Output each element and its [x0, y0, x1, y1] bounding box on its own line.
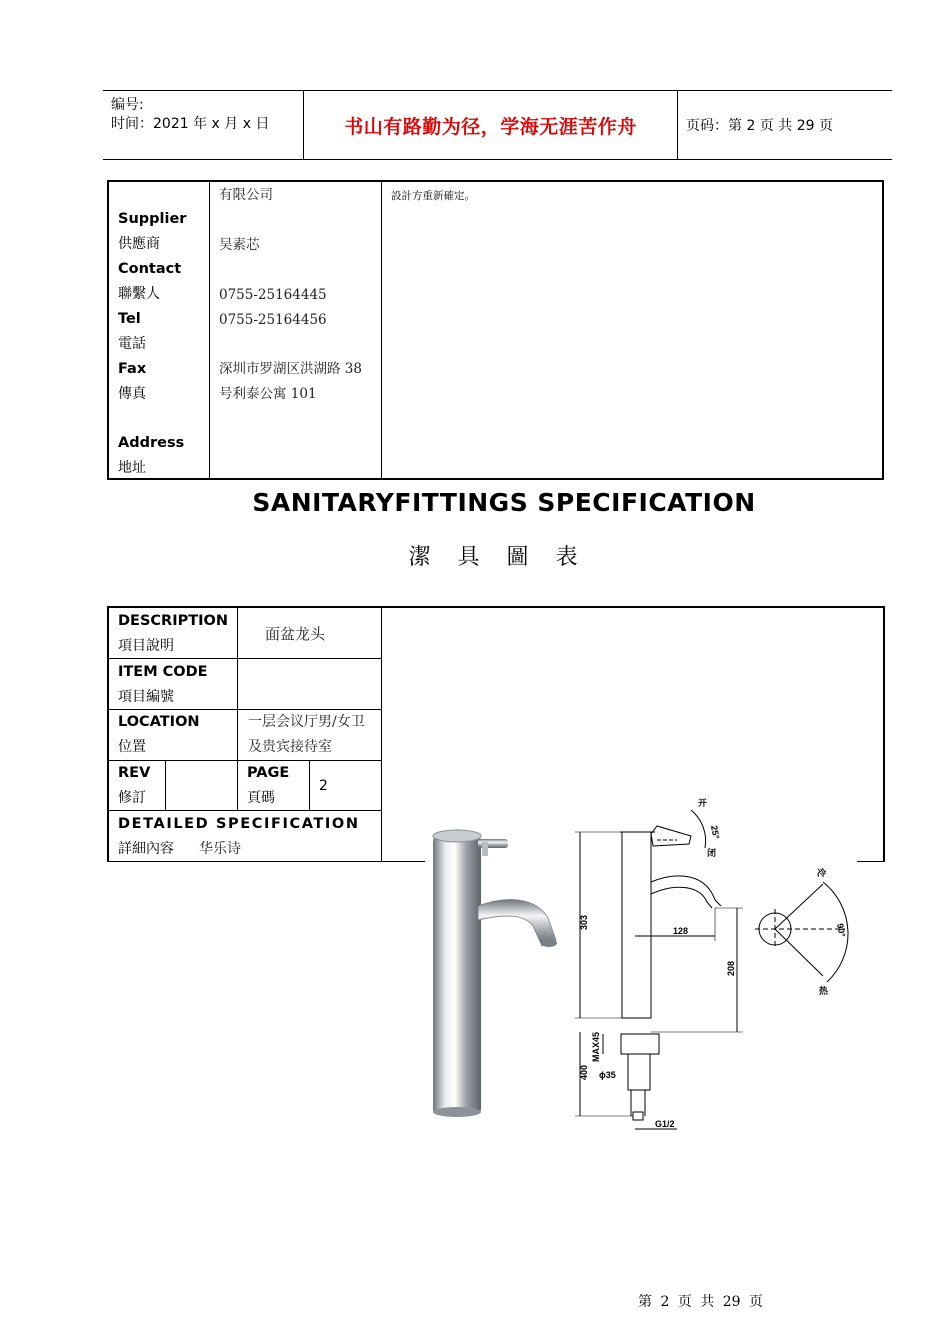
dim-label-208: 208	[726, 960, 736, 976]
table-divider	[237, 608, 238, 760]
address-line-2: 号利泰公寓 101	[219, 386, 317, 402]
technical-drawing	[565, 796, 875, 1136]
location-value-line-1: 一层会议厅男/女卫	[248, 714, 365, 730]
faucet-base	[433, 1107, 481, 1117]
drawing-base-nut	[621, 1034, 659, 1054]
page-label-en: PAGE	[247, 765, 290, 781]
header-motto-cell	[304, 91, 678, 159]
angle-label-90: 90°	[835, 922, 848, 938]
detailed-spec-label-zh: 詳細內容	[118, 841, 174, 857]
fax-label-zh: 傳真	[118, 386, 146, 402]
label-open: 开	[698, 798, 708, 808]
contact-label-en: Contact	[118, 261, 182, 277]
drawing-body-outline	[622, 832, 651, 1018]
drawing-lever-hot	[775, 929, 823, 976]
spec-title-en: SANITARYFITTINGS SPECIFICATION	[252, 488, 756, 517]
page-label-zh: 頁碼	[247, 790, 275, 806]
faucet-lever-stem	[482, 842, 488, 856]
item-code-label-en: ITEM CODE	[118, 664, 208, 680]
location-label-zh: 位置	[118, 739, 146, 755]
label-close: 闭	[707, 848, 717, 858]
supplier-label-en: Supplier	[118, 211, 187, 227]
faucet-body	[433, 836, 481, 1114]
spec-title-zh: 潔 具 圖 表	[408, 545, 588, 570]
table-divider	[165, 760, 166, 810]
address-label-en: Address	[118, 435, 185, 451]
detailed-spec-label-en: DETAILED SPECIFICATION	[118, 816, 360, 832]
faucet-spout	[478, 900, 556, 946]
dim-label-400: 400	[579, 1064, 589, 1080]
page-value: 2	[319, 778, 328, 794]
label-cold: 冷	[817, 868, 827, 878]
contact-label-zh: 聯繫人	[118, 286, 160, 302]
dim-label-g12: G1/2	[655, 1119, 675, 1129]
header-meta-cell	[103, 91, 304, 159]
page-header	[103, 90, 892, 160]
fax-label-en: Fax	[118, 361, 147, 377]
detailed-spec-value: 华乐诗	[199, 841, 241, 857]
supplier-company: 有限公司	[219, 187, 273, 203]
contact-name: 吴素芯	[219, 237, 260, 253]
tel-label-zh: 電話	[118, 336, 146, 352]
motto-text: 书山有路勤为径，学海无涯苦作舟	[344, 115, 637, 138]
table-rule	[109, 810, 381, 811]
tel-label-en: Tel	[118, 311, 141, 327]
location-label-en: LOCATION	[118, 714, 200, 730]
drawing-hose-end	[633, 1112, 643, 1120]
angle-arc-25	[691, 810, 706, 848]
faucet-photo	[420, 822, 570, 1122]
dim-label-dia35: ϕ35	[599, 1070, 616, 1080]
item-code-label-zh: 項目編號	[118, 689, 174, 705]
table-divider	[209, 182, 210, 478]
header-page-cell	[678, 91, 892, 159]
rev-label-zh: 修訂	[118, 790, 146, 806]
address-label-zh: 地址	[118, 460, 146, 476]
faucet-aerator	[541, 939, 557, 947]
fax-value: 0755-25164456	[219, 312, 327, 328]
dim-label-128: 128	[673, 926, 689, 936]
table-divider	[237, 760, 238, 810]
rev-label-en: REV	[118, 765, 151, 781]
table-divider	[309, 760, 310, 810]
angle-label-25: 25°	[709, 824, 722, 840]
supplier-note: 設計方重新確定。	[391, 190, 475, 202]
dim-label-max45: MAX45	[591, 1031, 601, 1062]
page-info: 页码：第 2 页 共 29 页	[686, 118, 833, 134]
label-hot: 热	[819, 986, 829, 996]
supplier-label-zh: 供應商	[118, 236, 160, 252]
description-label-en: DESCRIPTION	[118, 613, 228, 629]
address-line-1: 深圳市罗湖区洪湖路 38	[219, 361, 362, 377]
drawing-spout-outer	[651, 876, 721, 906]
tel-value: 0755-25164445	[219, 287, 327, 303]
location-value-line-2: 及贵宾接待室	[248, 739, 332, 755]
drawing-lever	[651, 826, 691, 846]
description-value: 面盆龙头	[265, 625, 326, 643]
document-time-label: 时间：2021 年 x 月 x 日	[111, 116, 270, 132]
document-number-label: 编号:	[111, 97, 144, 113]
drawing-shank	[628, 1054, 650, 1090]
table-divider	[381, 608, 382, 862]
table-divider	[381, 182, 382, 478]
description-label-zh: 項目說明	[118, 638, 174, 654]
supplier-table	[107, 180, 884, 480]
drawing-spout-inner	[651, 887, 712, 908]
page-footer: 第 2 页 共 29 页	[638, 1294, 763, 1310]
faucet-top-cap	[433, 830, 481, 842]
drawing-lever-cold	[775, 884, 823, 929]
dim-label-303: 303	[579, 914, 589, 930]
